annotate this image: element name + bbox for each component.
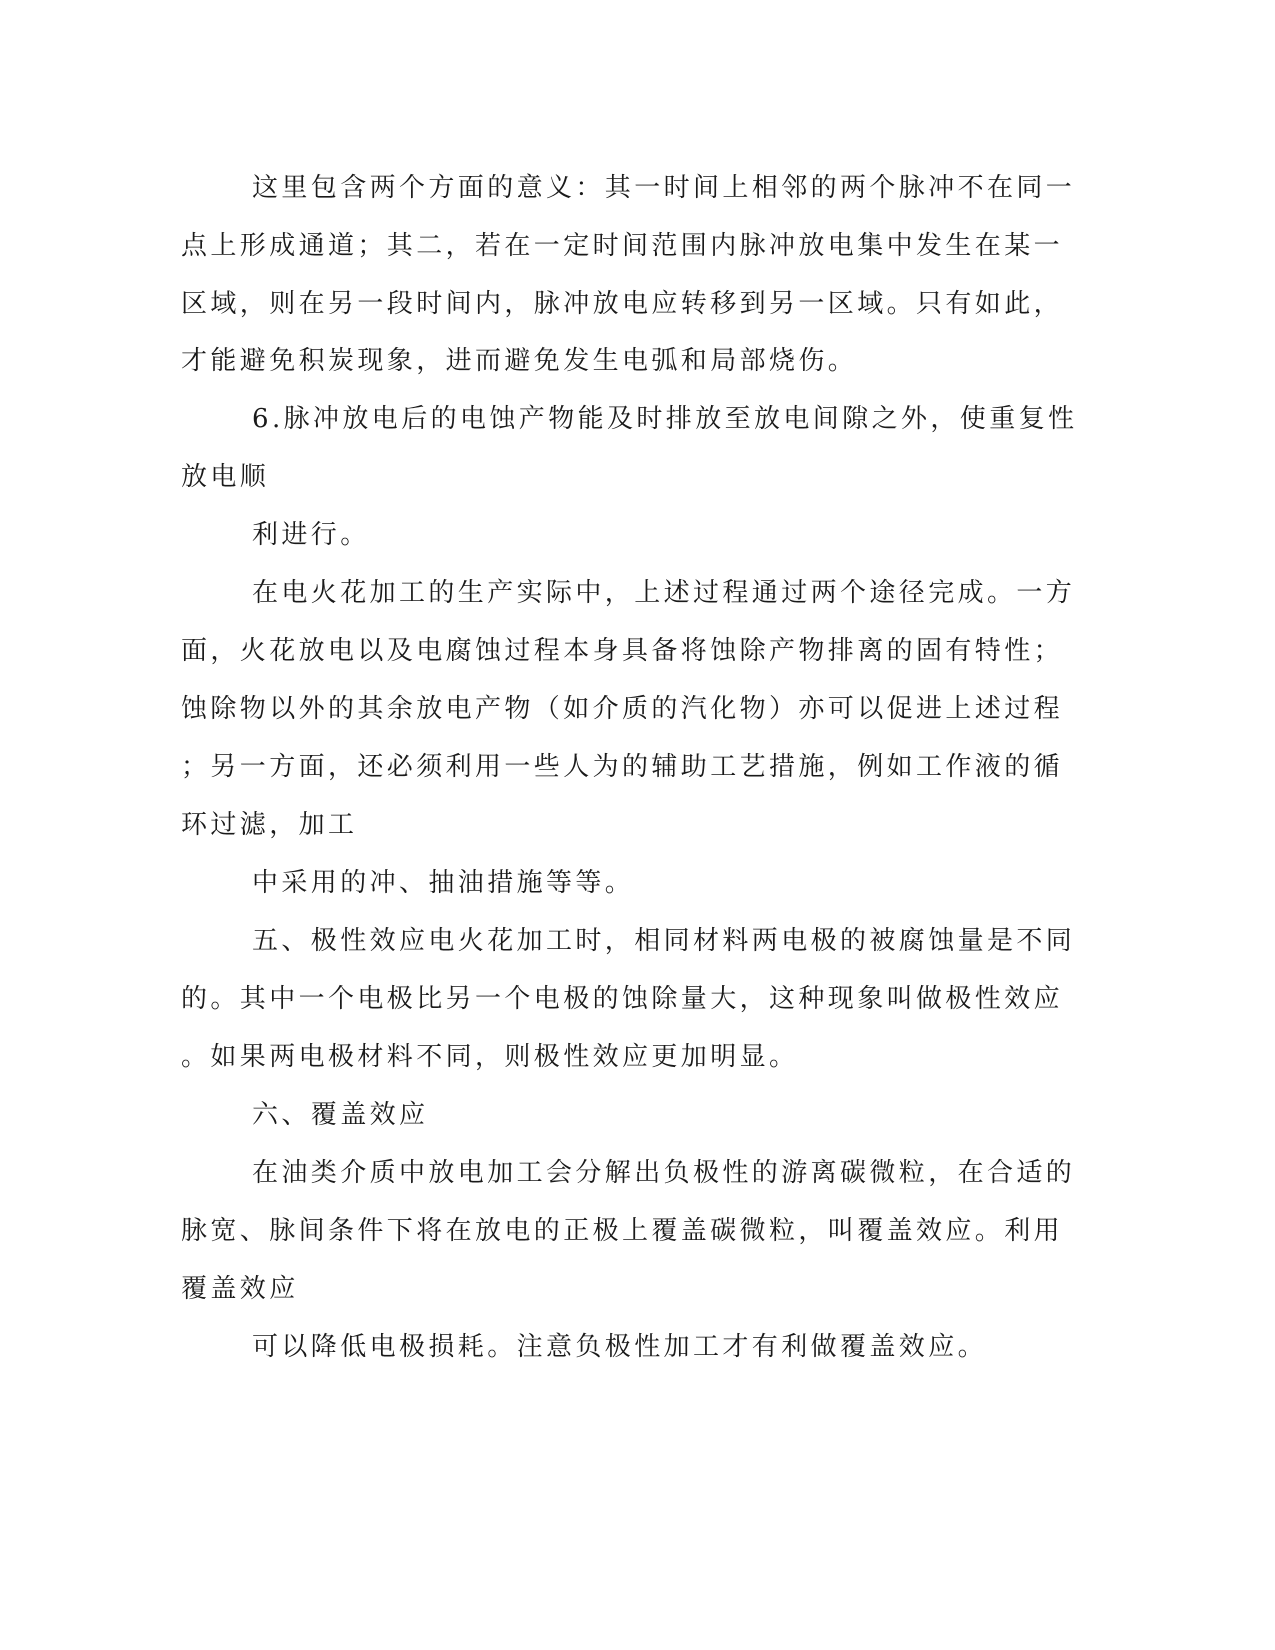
text-line: 点上形成通道；其二，若在一定时间范围内脉冲放电集中发生在某一 [181, 231, 1064, 261]
text-line: 环过滤，加工 [181, 810, 358, 840]
text-line: 五、极性效应电火花加工时，相同材料两电极的被腐蚀量是不同 [252, 926, 1076, 956]
text-line: 才能避免积炭现象，进而避免发生电弧和局部烧伤。 [181, 346, 858, 376]
text-line: 的。其中一个电极比另一个电极的蚀除量大，这种现象叫做极性效应 [181, 984, 1064, 1014]
text-line: 中采用的冲、抽油措施等等。 [252, 868, 635, 898]
text-line: 在油类介质中放电加工会分解出负极性的游离碳微粒，在合适的 [252, 1158, 1076, 1188]
text-line: 面，火花放电以及电腐蚀过程本身具备将蚀除产物排离的固有特性； [181, 636, 1064, 666]
text-line: 。如果两电极材料不同，则极性效应更加明显。 [181, 1042, 799, 1072]
text-line: 可以降低电极损耗。注意负极性加工才有利做覆盖效应。 [252, 1332, 988, 1362]
text-line: 脉宽、脉间条件下将在放电的正极上覆盖碳微粒，叫覆盖效应。利用 [181, 1216, 1064, 1246]
text-line: 6.脉冲放电后的电蚀产物能及时排放至放电间隙之外，使重复性 [252, 404, 1078, 434]
text-line: 在电火花加工的生产实际中，上述过程通过两个途径完成。一方 [252, 578, 1076, 608]
text-line: 区域，则在另一段时间内，脉冲放电应转移到另一区域。只有如此， [181, 289, 1064, 319]
text-line: 利进行。 [252, 520, 370, 550]
section-heading: 六、覆盖效应 [252, 1100, 429, 1130]
text-line: 放电顺 [181, 462, 270, 492]
text-line: ；另一方面，还必须利用一些人为的辅助工艺措施，例如工作液的循 [181, 752, 1064, 782]
text-line: 这里包含两个方面的意义：其一时间上相邻的两个脉冲不在同一 [252, 173, 1076, 203]
text-line: 蚀除物以外的其余放电产物（如介质的汽化物）亦可以促进上述过程 [181, 694, 1064, 724]
text-line: 覆盖效应 [181, 1274, 299, 1304]
